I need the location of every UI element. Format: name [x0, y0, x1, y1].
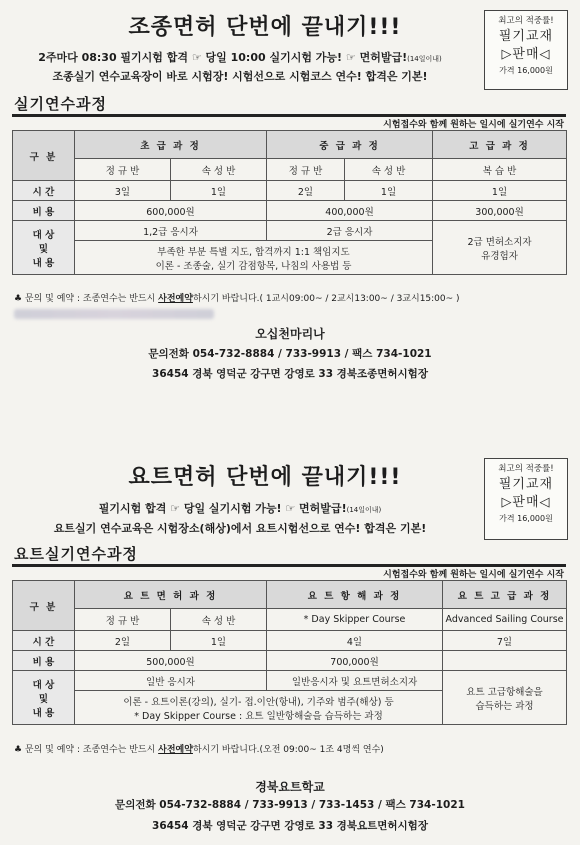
row-label-time: 시 간	[13, 631, 75, 651]
course-title: 실기연수과정	[14, 95, 107, 113]
header-advanced: 요 트 고 급 과 정	[443, 581, 567, 609]
redacted-text	[14, 309, 214, 319]
promo-sale: ▷판매◁	[501, 47, 551, 62]
course-note: 시험접수와 함께 원하는 일시에 실기연수 시작	[383, 120, 564, 130]
header-intermediate: 중 급 과 정	[267, 131, 433, 159]
textbook-promo	[484, 458, 568, 540]
promo-sale: ▷판매◁	[501, 495, 551, 510]
benefit-line: 조종실기 연수교육장이 바로 시험장! 시험선으로 시험코스 연수! 합격은 기본!	[52, 70, 428, 83]
course-note: 시험접수와 함께 원하는 일시에 실기연수 시작	[383, 570, 564, 580]
cost-cell	[443, 651, 567, 671]
sub-header: 정 규 반	[75, 159, 171, 181]
sub-header: 정 규 반	[75, 609, 171, 631]
reservation-note: ♣ 문의 및 예약 : 조종연수는 반드시 사전예약하시기 바랍니다.(오전 09:00~ 1조 4명씩 연수)	[14, 745, 384, 755]
row-label-target: 대 상 및 내 용	[13, 221, 75, 275]
sub-header: 속 성 반	[345, 159, 433, 181]
time-cell: 7일	[443, 631, 567, 651]
promo-header: 최고의 적중률!	[498, 16, 554, 26]
target-cell: 일반응시자 및 요트면허소지자	[267, 671, 443, 691]
cost-cell: 700,000원	[267, 651, 443, 671]
sub-header: 속 성 반	[171, 159, 267, 181]
divider	[12, 114, 566, 117]
promo-textbook: 필기교재	[498, 29, 554, 44]
benefit-line: 요트실기 연수교육은 시험장소(해상)에서 요트시험선으로 연수! 합격은 기본!	[53, 522, 427, 535]
row-label-time: 시 간	[13, 181, 75, 201]
header-gubun: 구 분	[13, 131, 75, 181]
promo-textbook: 필기교재	[498, 477, 554, 492]
header-navigation: 요 트 항 해 과 정	[267, 581, 443, 609]
row-label-cost: 비 용	[13, 651, 75, 671]
target-advanced: 요트 고급항해술을 습득하는 과정	[443, 671, 567, 725]
target-cell: 1,2급 응시자	[75, 221, 267, 241]
content-cell: 이론 - 요트이론(강의), 실기- 접.이안(항내), 기주와 범주(해상) 등 * Day Skipper Course : 요트 일반항해술을 습득하는 과정	[75, 691, 443, 725]
course-title: 요트실기연수과정	[14, 545, 138, 563]
course-table	[12, 580, 567, 725]
header-license: 요 트 면 허 과 정	[75, 581, 267, 609]
cost-cell: 300,000원	[433, 201, 567, 221]
sub-header: 속 성 반	[171, 609, 267, 631]
cost-cell: 400,000원	[267, 201, 433, 221]
contact-phone: 문의전화 054-732-8884 / 733-9913 / 팩스 734-1021	[148, 348, 432, 360]
content-cell: 부족한 부분 특별 지도, 합격까지 1:1 책임지도 이론 - 조종술, 실기 감점항목, 나침의 사용법 등	[75, 241, 433, 275]
time-cell: 2일	[75, 631, 171, 651]
target-cell: 2급 응시자	[267, 221, 433, 241]
schedule-line: 필기시험 합격 ☞ 당일 실기시험 가능! ☞ 면허발급!(14일이내)	[98, 502, 382, 515]
sub-header: 복 습 반	[433, 159, 567, 181]
target-advanced: 2급 면허소지자 유경험자	[433, 221, 567, 275]
target-cell: 일반 응시자	[75, 671, 267, 691]
promo-price: 가격 16,000원	[499, 514, 553, 523]
page-title: 요트면허 단번에 끝내기!!!	[128, 465, 402, 490]
address: 36454 경북 영덕군 강구면 강영로 33 경북조종면허시험장	[152, 368, 428, 380]
header-gubun: 구 분	[13, 581, 75, 631]
time-cell: 1일	[171, 631, 267, 651]
time-cell: 4일	[267, 631, 443, 651]
time-cell: 1일	[171, 181, 267, 201]
row-label-cost: 비 용	[13, 201, 75, 221]
time-cell: 1일	[345, 181, 433, 201]
promo-price: 가격 16,000원	[499, 66, 553, 75]
sub-header: * Day Skipper Course	[267, 609, 443, 631]
reservation-note: ♣ 문의 및 예약 : 조종연수는 반드시 사전예약하시기 바랍니다.( 1교시09:00~ / 2교시13:00~ / 3교시15:00~ )	[14, 294, 460, 304]
organization-name: 오십천마리나	[255, 327, 325, 341]
address: 36454 경북 영덕군 강구면 강영로 33 경북요트면허시험장	[152, 820, 428, 832]
organization-name: 경북요트학교	[255, 780, 325, 794]
row-label-target: 대 상 및 내 용	[13, 671, 75, 725]
contact-phone: 문의전화 054-732-8884 / 733-9913 / 733-1453 / 팩스 734-1021	[115, 799, 465, 811]
textbook-promo	[484, 10, 568, 90]
time-cell: 2일	[267, 181, 345, 201]
cost-cell: 600,000원	[75, 201, 267, 221]
cost-cell: 500,000원	[75, 651, 267, 671]
promo-header: 최고의 적중률!	[498, 464, 554, 474]
sub-header: Advanced Sailing Course	[443, 609, 567, 631]
header-advanced: 고 급 과 정	[433, 131, 567, 159]
time-cell: 1일	[433, 181, 567, 201]
schedule-line: 2주마다 08:30 필기시험 합격 ☞ 당일 10:00 실기시험 가능! ☞ 면허발급!(14일이내)	[38, 51, 442, 64]
sub-header: 정 규 반	[267, 159, 345, 181]
header-beginner: 초 급 과 정	[75, 131, 267, 159]
time-cell: 3일	[75, 181, 171, 201]
course-table	[12, 130, 567, 275]
page-title: 조종면허 단번에 끝내기!!!	[128, 15, 402, 40]
